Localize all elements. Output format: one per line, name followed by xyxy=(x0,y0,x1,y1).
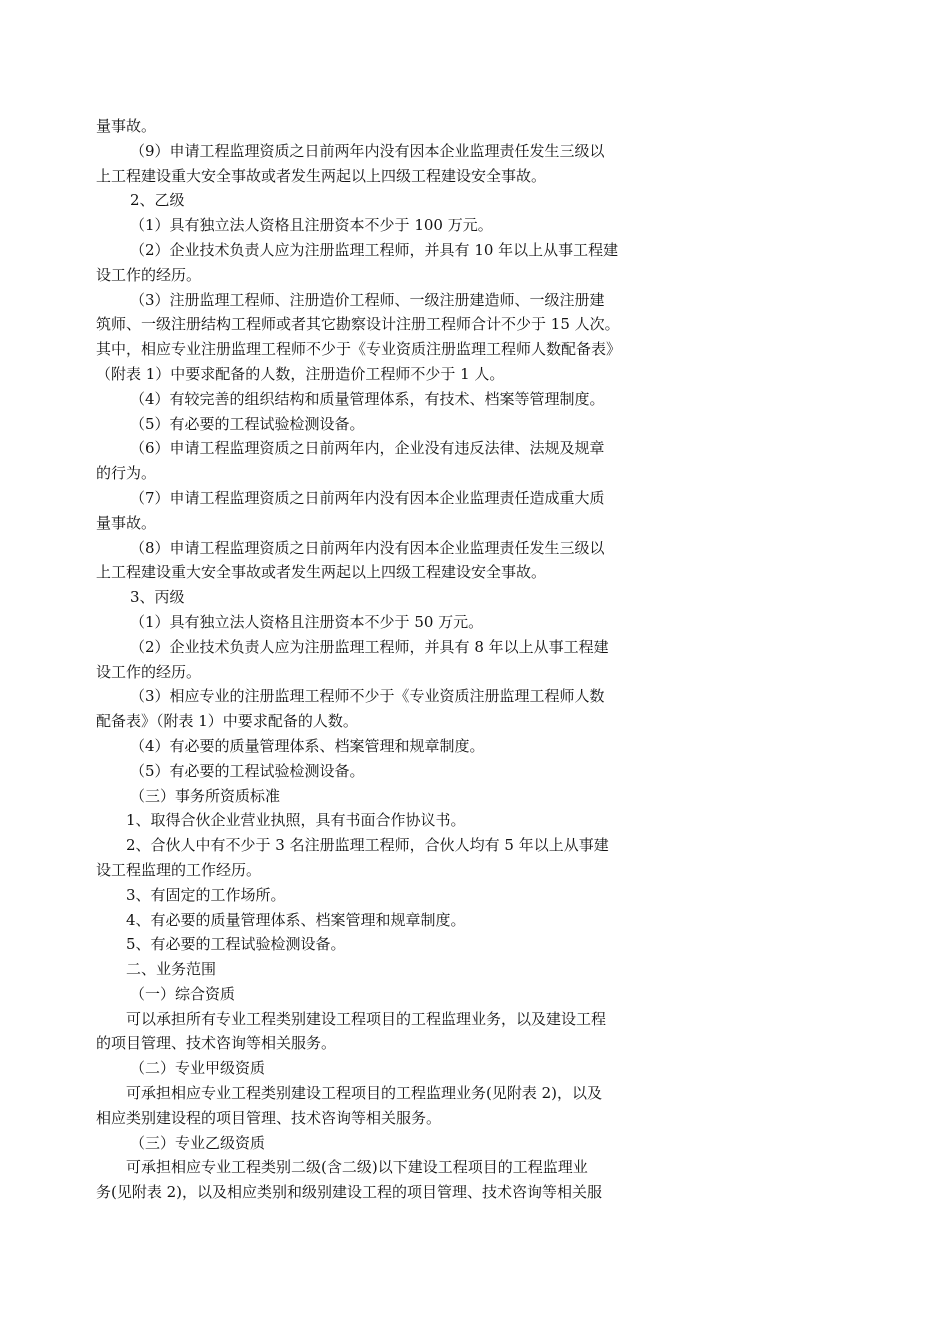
text-line: （一）综合资质 xyxy=(130,984,236,1003)
text-line: （5）有必要的工程试验检测设备。 xyxy=(130,761,365,780)
text-line: 筑师、一级注册结构工程师或者其它勘察设计注册工程师合计不少于 15 人次。 xyxy=(96,315,620,334)
text-line: 可承担相应专业工程类别建设工程项目的工程监理业务(见附表 2)，以及 xyxy=(126,1084,603,1103)
text-line: 相应类别建设程的项目管理、技术咨询等相关服务。 xyxy=(96,1108,442,1127)
text-line: （9）申请工程监理资质之日前两年内没有因本企业监理责任发生三级以 xyxy=(130,141,605,160)
text-line: 其中，相应专业注册监理工程师不少于《专业资质注册监理工程师人数配备表》 xyxy=(96,340,622,359)
text-line: （4）有必要的质量管理体系、档案管理和规章制度。 xyxy=(130,736,485,755)
text-line: 二、业务范围 xyxy=(126,960,217,979)
text-line: 2、乙级 xyxy=(130,191,185,210)
text-line: 1、取得合伙企业营业执照，具有书面合作协议书。 xyxy=(126,811,466,830)
text-line: 配备表》（附表 1）中要求配备的人数。 xyxy=(96,712,358,731)
document-body xyxy=(96,114,662,1205)
text-line: 5、有必要的工程试验检测设备。 xyxy=(126,935,346,954)
text-line: 设工作的经历。 xyxy=(96,662,202,681)
text-line: （7）申请工程监理资质之日前两年内没有因本企业监理责任造成重大质 xyxy=(130,488,605,507)
text-line: （附表 1）中要求配备的人数，注册造价工程师不少于 1 人。 xyxy=(96,364,505,383)
text-line: 可以承担所有专业工程类别建设工程项目的工程监理业务，以及建设工程 xyxy=(126,1009,607,1028)
text-line: （1）具有独立法人资格且注册资本不少于 50 万元。 xyxy=(130,612,484,631)
text-line: 上工程建设重大安全事故或者发生两起以上四级工程建设安全事故。 xyxy=(96,166,547,185)
text-line: 2、合伙人中有不少于 3 名注册监理工程师，合伙人均有 5 年以上从事建 xyxy=(126,836,609,855)
text-line: 3、丙级 xyxy=(130,588,185,607)
text-line: 4、有必要的质量管理体系、档案管理和规章制度。 xyxy=(126,910,466,929)
text-line: （二）专业甲级资质 xyxy=(130,1059,266,1078)
text-line: （6）申请工程监理资质之日前两年内，企业没有违反法律、法规及规章 xyxy=(130,439,605,458)
text-line: 量事故。 xyxy=(96,117,157,135)
text-line: 务(见附表 2)，以及相应类别和级别建设工程的项目管理、技术咨询等相关服 xyxy=(96,1183,603,1202)
text-line: （1）具有独立法人资格且注册资本不少于 100 万元。 xyxy=(130,216,493,235)
text-line: 设工作的经历。 xyxy=(96,265,202,284)
text-line: （5）有必要的工程试验检测设备。 xyxy=(130,414,365,433)
text-line: （三）专业乙级资质 xyxy=(130,1133,266,1152)
text-line: 3、有固定的工作场所。 xyxy=(126,885,286,904)
text-line: 上工程建设重大安全事故或者发生两起以上四级工程建设安全事故。 xyxy=(96,563,547,582)
text-line: （3）相应专业的注册监理工程师不少于《专业资质注册监理工程师人数 xyxy=(130,687,605,706)
text-line: （8）申请工程监理资质之日前两年内没有因本企业监理责任发生三级以 xyxy=(130,538,605,557)
text-line: （2）企业技术负责人应为注册监理工程师，并具有 8 年以上从事工程建 xyxy=(130,637,609,656)
text-line: （三）事务所资质标准 xyxy=(130,786,281,805)
text-line: 的行为。 xyxy=(96,464,157,483)
text-line: （2）企业技术负责人应为注册监理工程师，并具有 10 年以上从事工程建 xyxy=(130,240,619,259)
text-line: 的项目管理、技术咨询等相关服务。 xyxy=(96,1034,337,1053)
text-line: 可承担相应专业工程类别二级(含二级)以下建设工程项目的工程监理业 xyxy=(126,1158,588,1177)
text-line: （3）注册监理工程师、注册造价工程师、一级注册建造师、一级注册建 xyxy=(130,290,605,309)
text-line: 设工程监理的工作经历。 xyxy=(96,860,262,879)
text-line: （4）有较完善的组织结构和质量管理体系，有技术、档案等管理制度。 xyxy=(130,389,605,408)
text-line: 量事故。 xyxy=(96,513,157,532)
